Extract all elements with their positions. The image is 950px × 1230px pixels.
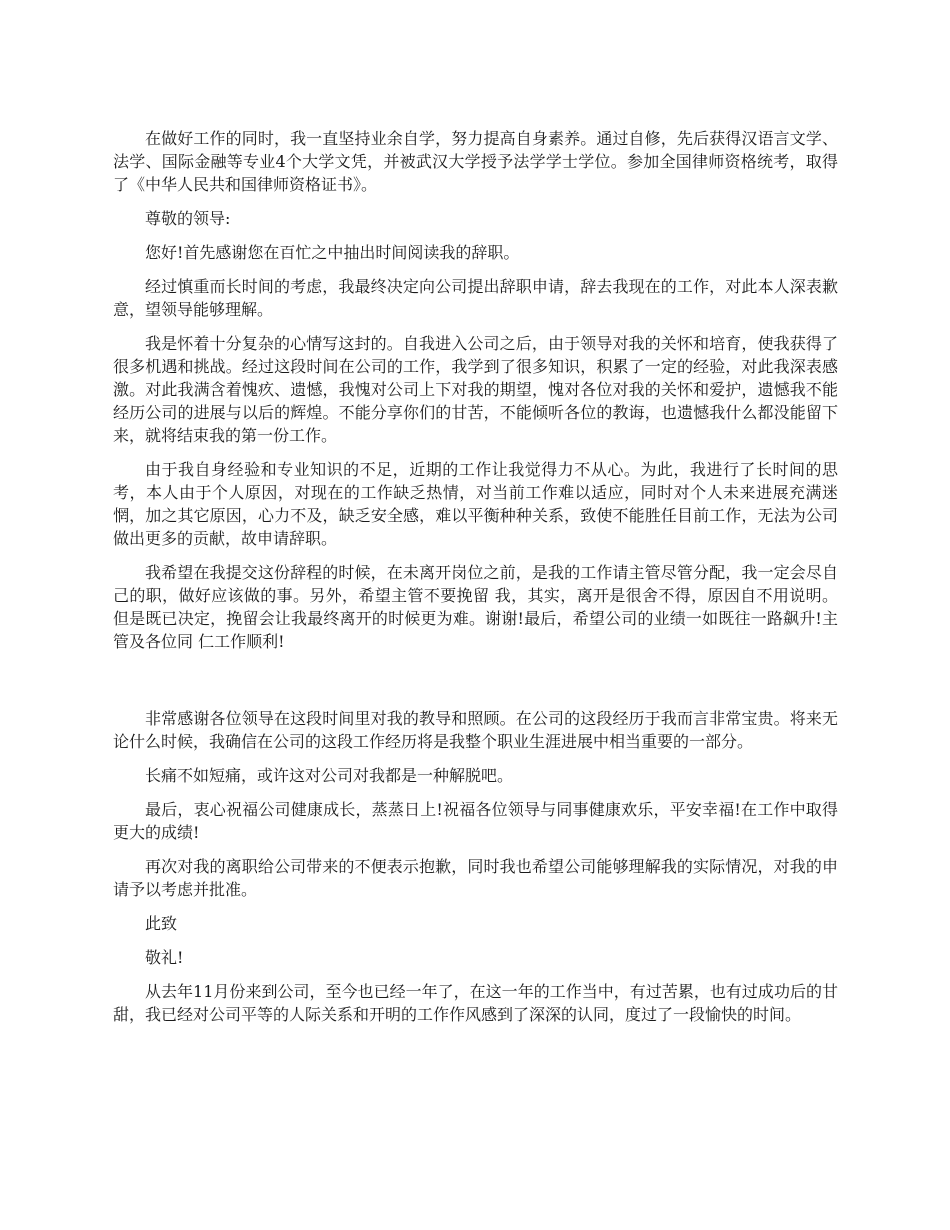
closing-cizhi: 此致 (145, 914, 178, 933)
salutation: 尊敬的领导: (145, 209, 231, 228)
paragraph-relief: 长痛不如短痛，或许这对公司对我都是一种解脱吧。 (145, 766, 514, 785)
paragraph-decision: 经过慎重而长时间的考虑，我最终决定向公司提出辞职申请，辞去我现在的工作，对此本人深表歉意，望领导能够理解。 (113, 277, 838, 319)
paragraph-one-year: 从去年11月份来到公司，至今也已经一年了，在这一年的工作当中，有过苦累，也有过成功后的甘甜，我已经对公司平等的人际关系和开明的工作作风感到了深深的认同，度过了一段愉快的时间。 (113, 982, 838, 1024)
paragraph-handover: 我希望在我提交这份辞程的时候，在未离开岗位之前，是我的工作请主管尽管分配，我一定会尽自己的职，做好应该做的事。另外，希望主管不要挽留 我，其实，离开是很舍不得，原因自不用说明。但是既已决定，挽留会让我最终离开的时候更为难。谢谢!最后，希望公司的业绩一如既往一路飙升!主管及各位同 仁工作顺利! (113, 563, 838, 651)
paragraph-greeting: 您好!首先感谢您在百忙之中抽出时间阅读我的辞职。 (145, 243, 520, 262)
paragraph-self-study: 在做好工作的同时，我一直坚持业余自学，努力提高自身素养。通过自修，先后获得汉语言文学、法学、国际金融等专业4个大学文凭，并被武汉大学授予法学学士学位。参加全国律师资格统考，取得了《中华人民共和国律师资格证书》。 (113, 129, 838, 194)
paragraph-reasons: 由于我自身经验和专业知识的不足，近期的工作让我觉得力不从心。为此，我进行了长时间的思考，本人由于个人原因，对现在的工作缺乏热情，对当前工作难以适应，同时对个人未来进展充满迷惘，加之其它原因，心力不及，缺乏安全感，难以平衡种种关系，致使不能胜任目前工作，无法为公司做出更多的贡献，故申请辞职。 (113, 460, 838, 548)
document-body (113, 127, 838, 1037)
paragraph-blessing: 最后，衷心祝福公司健康成长，蒸蒸日上!祝福各位领导与同事健康欢乐，平安幸福!在工作中取得更大的成绩! (113, 800, 838, 842)
closing-jingli: 敬礼! (145, 948, 184, 967)
paragraph-apology: 再次对我的离职给公司带来的不便表示抱歉，同时我也希望公司能够理解我的实际情况，对我的申请予以考虑并批准。 (113, 857, 838, 899)
paragraph-thanks: 非常感谢各位领导在这段时间里对我的教导和照顾。在公司的这段经历于我而言非常宝贵。将来无论什么时候，我确信在公司的这段工作经历将是我整个职业生涯进展中相当重要的一部分。 (113, 709, 838, 751)
section-divider-space (113, 664, 838, 707)
paragraph-feelings: 我是怀着十分复杂的心情写这封的。自我进入公司之后，由于领导对我的关怀和培育，使我获得了很多机遇和挑战。经过这段时间在公司的工作，我学到了很多知识，积累了一定的经验，对此我深表感激。对此我满含着愧疚、遗憾，我愧对公司上下对我的期望，愧对各位对我的关怀和爱护，遗憾我不能经历公司的进展与以后的辉煌。不能分享你们的甘苦，不能倾听各位的教诲，也遗憾我什么都没能留下来，就将结束我的第一份工作。 (113, 334, 838, 445)
